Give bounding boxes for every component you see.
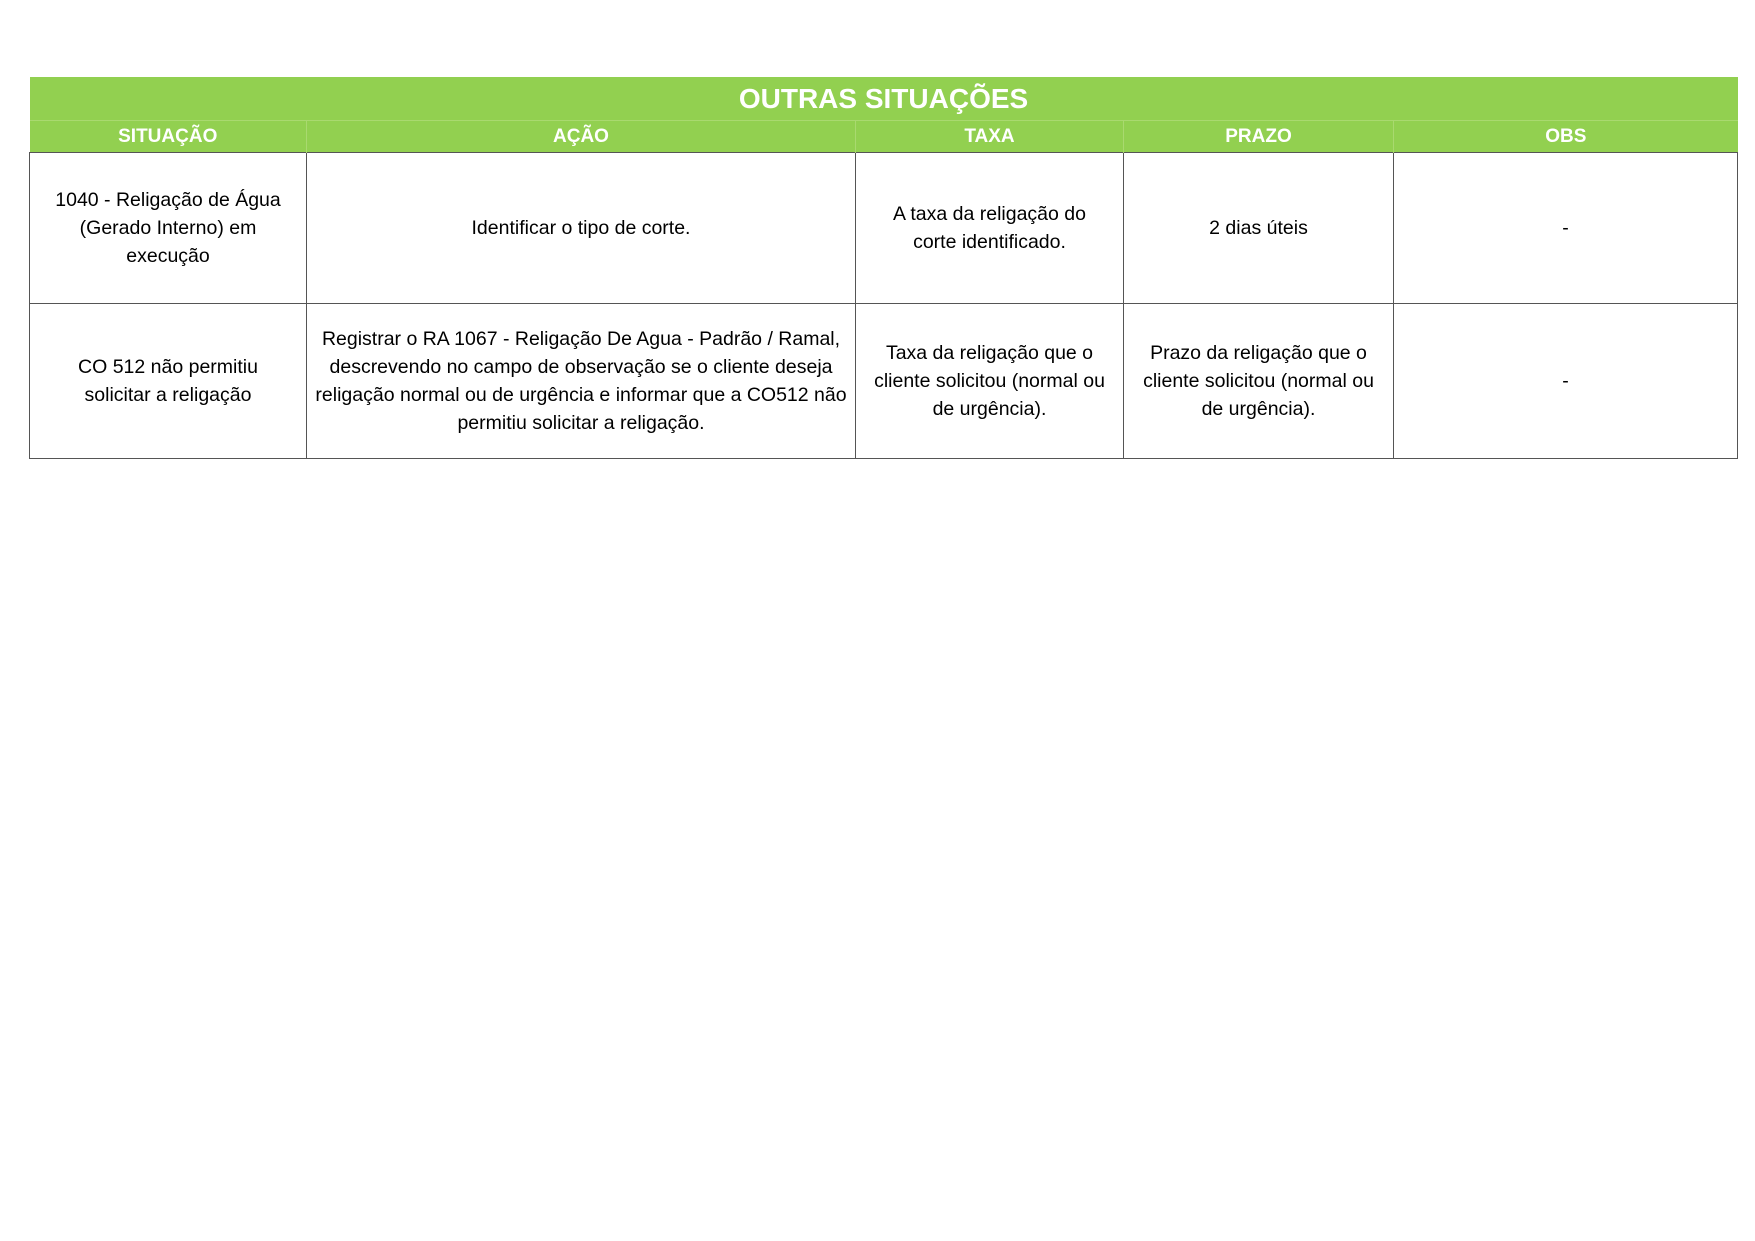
column-header-obs: OBS [1394,121,1738,153]
column-header-taxa: TAXA [856,121,1124,153]
cell-situacao: CO 512 não permitiu solicitar a religação [30,304,307,459]
cell-taxa: Taxa da religação que o cliente solicitou (normal ou de urgência). [856,304,1124,459]
cell-acao: Identificar o tipo de corte. [307,153,856,304]
table-row [30,304,1738,459]
column-header-situacao: SITUAÇÃO [30,121,307,153]
cell-situacao: 1040 - Religação de Água (Gerado Interno) em execução [30,153,307,304]
cell-acao: Registrar o RA 1067 - Religação De Agua - Padrão / Ramal, descrevendo no campo de observação se o cliente deseja religação normal ou de urgência e informar que a CO512 não permitiu solicitar a religação. [307,304,856,459]
table-row [30,153,1738,304]
title-row [30,77,1738,121]
cell-prazo: 2 dias úteis [1124,153,1394,304]
outras-situacoes-table [29,77,1738,459]
cell-prazo: Prazo da religação que o cliente solicitou (normal ou de urgência). [1124,304,1394,459]
table-title: OUTRAS SITUAÇÕES [30,77,1738,121]
column-header-acao: AÇÃO [307,121,856,153]
cell-obs: - [1394,153,1738,304]
column-header-prazo: PRAZO [1124,121,1394,153]
cell-obs: - [1394,304,1738,459]
header-row [30,121,1738,153]
outras-situacoes-sheet [29,77,1737,459]
cell-taxa: A taxa da religação do corte identificado. [856,153,1124,304]
